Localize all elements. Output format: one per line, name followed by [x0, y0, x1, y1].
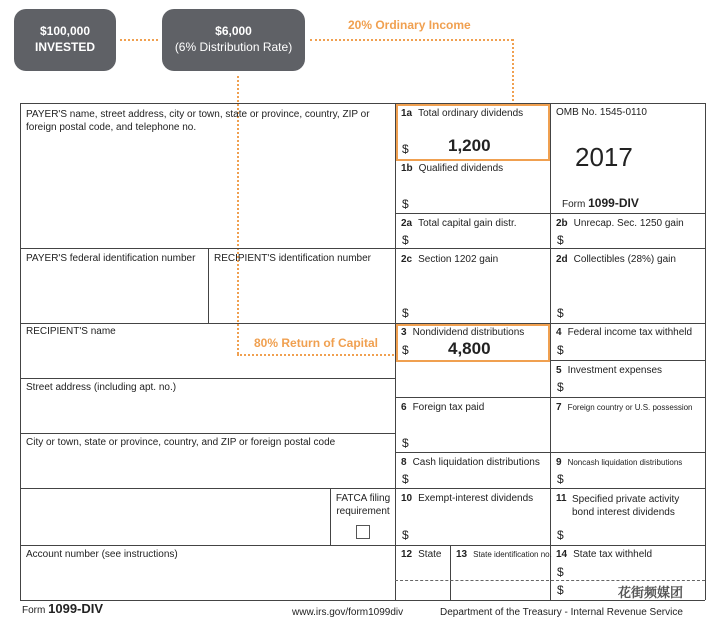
account-label: Account number (see instructions)	[26, 549, 178, 560]
divider	[395, 213, 705, 214]
box-6-dollar: $	[402, 436, 409, 450]
box-2c-number: 2c	[401, 254, 413, 265]
box-1a-label	[401, 108, 523, 120]
divider	[450, 545, 451, 600]
form-right-border	[705, 103, 706, 600]
ordinary-income-note: 20% Ordinary Income	[348, 18, 471, 32]
return-capital-note: 80% Return of Capital	[254, 336, 379, 350]
box-7-number: 7	[556, 402, 562, 413]
box-8-number: 8	[401, 457, 407, 468]
divider	[550, 360, 705, 361]
invested-amount: $100,000	[39, 24, 91, 38]
box-1b-number: 1b	[401, 163, 413, 174]
box-12-number: 12	[401, 549, 413, 560]
divider	[550, 103, 551, 600]
footer-form	[22, 603, 103, 617]
box-14-text: State tax withheld	[573, 549, 653, 560]
box-14-label	[556, 549, 652, 561]
box-2d-number: 2d	[556, 254, 568, 265]
box-13-number: 13	[456, 549, 468, 560]
box-8-dollar: $	[402, 472, 409, 486]
box-9-label	[556, 457, 682, 469]
divider	[20, 378, 395, 379]
watermark-text: 花街频媒团	[618, 585, 684, 600]
divider	[20, 488, 395, 489]
box-11-number: 11	[556, 493, 567, 504]
box-5-text: Investment expenses	[567, 365, 663, 376]
divider	[208, 248, 209, 323]
connector-ordinary-down	[512, 39, 514, 105]
box-1b-label	[401, 163, 503, 175]
connector-ordinary-top	[310, 39, 513, 41]
box-10-text: Exempt-interest dividends	[418, 493, 534, 504]
box-1a-text: Total ordinary dividends	[418, 108, 524, 119]
divider	[395, 580, 705, 581]
form-prefix: Form	[562, 199, 586, 210]
box-11-text: Specified private activity bond interest dividends	[572, 494, 680, 518]
footer-form-name: 1099-DIV	[48, 601, 104, 616]
box-12-text: State	[418, 549, 442, 560]
box-1b-text: Qualified dividends	[418, 163, 504, 174]
form-label	[562, 197, 639, 211]
form-name: 1099-DIV	[588, 196, 639, 210]
box-4-number: 4	[556, 327, 562, 338]
box-2a-number: 2a	[401, 218, 413, 229]
box-1a-number: 1a	[401, 108, 413, 119]
divider	[395, 397, 705, 398]
distribution-amount: $6,000	[215, 24, 252, 38]
box-11-dollar: $	[557, 528, 564, 542]
box-2b-dollar: $	[557, 233, 564, 247]
box-14-dollar-1: $	[557, 565, 564, 579]
box-1a-dollar: $	[402, 142, 409, 156]
divider	[395, 452, 705, 453]
footer-url[interactable]: www.irs.gov/form1099div	[292, 607, 404, 618]
box-2c-dollar: $	[402, 306, 409, 320]
divider	[330, 488, 331, 545]
distribution-pill	[162, 9, 305, 71]
form-top-border	[20, 103, 705, 104]
box-2d-text: Collectibles (28%) gain	[573, 254, 676, 265]
divider	[395, 248, 705, 249]
box-2b-text: Unrecap. Sec. 1250 gain	[573, 218, 684, 229]
box-6-number: 6	[401, 402, 407, 413]
box-2c-text: Section 1202 gain	[418, 254, 499, 265]
invested-pill	[14, 9, 116, 71]
box-2a-label	[401, 218, 517, 230]
form-bottom-border	[20, 600, 705, 601]
box-3-number: 3	[401, 327, 407, 338]
box-14-number: 14	[556, 549, 568, 560]
box-3-text: Nondividend distributions	[412, 327, 525, 338]
box-4-dollar: $	[557, 343, 564, 357]
box-3-label	[401, 327, 524, 339]
street-label: Street address (including apt. no.)	[26, 382, 177, 393]
box-3-value: 4,800	[448, 339, 491, 358]
divider	[20, 323, 705, 324]
box-1a-value: 1,200	[448, 136, 491, 155]
box-9-dollar: $	[557, 472, 564, 486]
box-2d-label	[556, 254, 676, 266]
divider	[395, 488, 705, 489]
box-2a-dollar: $	[402, 233, 409, 247]
box-10-number: 10	[401, 493, 413, 504]
footer-dept: Department of the Treasury - Internal Revenue Service	[440, 607, 683, 618]
box-7-label	[556, 402, 693, 414]
box-14-dollar-2: $	[557, 583, 564, 597]
recipient-id-label: RECIPIENT'S identification number	[214, 253, 371, 264]
box-9-number: 9	[556, 457, 562, 468]
box-12-label	[401, 549, 441, 561]
payer-fed-id-label: PAYER'S federal identification number	[26, 253, 196, 264]
connector-invested-dist	[120, 39, 158, 41]
box-10-label	[401, 493, 533, 505]
fatca-checkbox[interactable]	[356, 525, 370, 539]
box-7-text: Foreign country or U.S. possession	[567, 403, 693, 412]
distribution-rate: (6% Distribution Rate)	[174, 40, 293, 54]
box-3-dollar: $	[402, 343, 409, 357]
omb-number: OMB No. 1545-0110	[556, 107, 647, 118]
box-4-label	[556, 327, 692, 339]
box-5-dollar: $	[557, 380, 564, 394]
box-5-label	[556, 365, 662, 377]
divider	[20, 433, 395, 434]
box-2d-dollar: $	[557, 306, 564, 320]
box-8-text: Cash liquidation distributions	[412, 457, 540, 468]
box-13-label	[456, 549, 552, 561]
box-1b-dollar: $	[402, 197, 409, 211]
payer-name-label: PAYER'S name, street address, city or town, state or province, country, ZIP or foreign postal code, and telephone no.	[26, 109, 370, 133]
footer-form-prefix: Form	[22, 605, 46, 616]
box-2b-number: 2b	[556, 218, 568, 229]
form-left-border	[20, 103, 21, 600]
box-6-text: Foreign tax paid	[412, 402, 485, 413]
recipient-name-label: RECIPIENT'S name	[26, 326, 116, 337]
box-2a-text: Total capital gain distr.	[418, 218, 517, 229]
box-2b-label	[556, 218, 684, 230]
box-10-dollar: $	[402, 528, 409, 542]
box-8-label	[401, 457, 540, 469]
box-5-number: 5	[556, 365, 562, 376]
connector-capital-right	[237, 354, 394, 356]
box-13-text: State identification no.	[473, 550, 552, 559]
invested-label: INVESTED	[34, 40, 95, 54]
tax-year: 2017	[575, 142, 633, 172]
box-2c-label	[401, 254, 498, 266]
box-4-text: Federal income tax withheld	[567, 327, 693, 338]
divider	[20, 545, 705, 546]
fatca-label: FATCA filing requirement	[335, 493, 391, 517]
city-label: City or town, state or province, country, and ZIP or foreign postal code	[26, 437, 336, 448]
box-6-label	[401, 402, 484, 414]
box-9-text: Noncash liquidation distributions	[567, 458, 683, 467]
